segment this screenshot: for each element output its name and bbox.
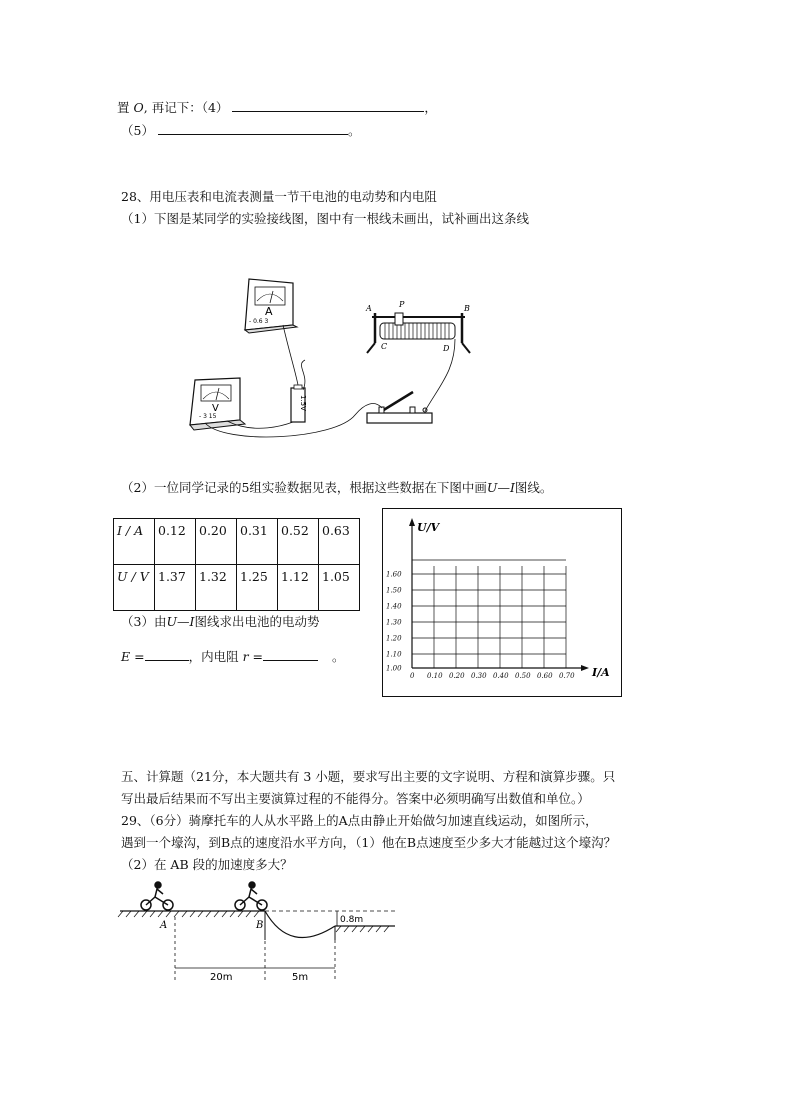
emf-blank[interactable] xyxy=(145,648,189,661)
point-b-label: B xyxy=(256,920,264,931)
x-tick-label: 0.10 xyxy=(427,672,443,680)
battery-label: 1.5V xyxy=(299,395,307,411)
x-tick-label: 0.70 xyxy=(559,672,575,680)
x-tick-label: 0.40 xyxy=(493,672,509,680)
table-cell: U / V xyxy=(114,565,155,611)
q28-answer-line: E = ，内电阻 r = 。 xyxy=(121,649,345,664)
q29-line-1: 29、（6分）骑摩托车的人从水平路上的A点由静止开始做匀加速直线运动，如图所示， xyxy=(121,813,598,828)
rheostat-label-a: A xyxy=(366,304,372,313)
table-cell: 0.12 xyxy=(155,519,196,565)
rheostat-label-c: C xyxy=(381,342,388,351)
table-cell: 0.63 xyxy=(319,519,360,565)
y-tick-label: 1.00 xyxy=(386,664,402,673)
y-tick-label: 1.30 xyxy=(386,618,402,627)
voltmeter-terminals: - 3 15 xyxy=(199,413,217,420)
voltmeter xyxy=(190,378,245,430)
table-cell: I / A xyxy=(114,519,155,565)
x-tick-label: 0 xyxy=(410,672,415,680)
point-a-label: A xyxy=(160,920,168,931)
ui-graph[interactable] xyxy=(382,508,622,697)
y-axis-label: U/V xyxy=(417,521,440,534)
rheostat-label-p: P xyxy=(399,300,405,309)
x-axis-label: I/A xyxy=(592,666,610,679)
table-cell: 1.25 xyxy=(237,565,278,611)
data-table xyxy=(113,518,360,611)
x-tick-label: 0.30 xyxy=(471,672,487,680)
ditch-figure xyxy=(115,880,415,990)
y-tick-label: 1.50 xyxy=(386,586,402,595)
q28-part1: （1）下图是某同学的实验接线图，图中有一根线未画出，试补画出这条线 xyxy=(121,211,529,226)
switch xyxy=(367,392,432,423)
table-cell: 0.31 xyxy=(237,519,278,565)
table-row xyxy=(114,565,360,611)
answer-blank-5[interactable] xyxy=(158,122,348,135)
y-tick-label: 1.60 xyxy=(386,570,402,579)
rheostat-label-d: D xyxy=(443,344,450,353)
q29-line-2: 遇到一个壕沟，到B点的速度沿水平方向，（1）他在B点速度至少多大才能越过这个壕沟？ xyxy=(121,835,617,850)
y-tick-label: 1.10 xyxy=(386,650,402,659)
answer-blank-4[interactable] xyxy=(232,99,424,112)
table-cell: 1.05 xyxy=(319,565,360,611)
table-cell: 1.37 xyxy=(155,565,196,611)
section5-heading-2: 写出最后结果而不写出主要演算过程的不能得分。答案中必须明确写出数值和单位。） xyxy=(121,791,590,806)
x-tick-label: 0.60 xyxy=(537,672,553,680)
section5-heading-1: 五、计算题（21分，本大题共有 3 小题，要求写出主要的文字说明、方程和演算步骤。只 xyxy=(121,769,616,784)
battery xyxy=(291,385,307,422)
voltmeter-symbol: V xyxy=(212,403,219,414)
table-cell: 0.20 xyxy=(196,519,237,565)
q28-part2: （2）一位同学记录的5组实验数据见表，根据这些数据在下图中画U—I图线。 xyxy=(121,480,553,495)
motorcycle-at-a xyxy=(141,882,173,910)
x-tick-label: 0.20 xyxy=(449,672,465,680)
rheostat xyxy=(365,300,470,353)
ammeter-terminals: - 0.6 3 xyxy=(249,318,269,325)
table-cell: 1.12 xyxy=(278,565,319,611)
q28-title: 28、用电压表和电流表测量一节干电池的电动势和内电阻 xyxy=(121,189,437,204)
circuit-diagram xyxy=(185,275,515,450)
distance-ab-label: 20m xyxy=(210,972,233,983)
distance-gap-label: 5m xyxy=(292,972,309,983)
table-cell: 1.32 xyxy=(196,565,237,611)
x-tick-label: 0.50 xyxy=(515,672,531,680)
q28-part3: （3）由U—I图线求出电池的电动势 xyxy=(121,614,320,629)
motorcycle-at-b xyxy=(235,882,267,910)
ammeter-symbol: A xyxy=(265,305,273,318)
height-label: 0.8m xyxy=(340,915,364,925)
y-tick-label: 1.40 xyxy=(386,602,402,611)
prev-line-1: 置 O, 再记下：（4） ， xyxy=(117,100,437,115)
prev-line-2: （5） 。 xyxy=(121,123,361,138)
y-tick-label: 1.20 xyxy=(386,634,402,643)
rheostat-label-b: B xyxy=(464,304,470,313)
resistance-blank[interactable] xyxy=(263,648,318,661)
ammeter xyxy=(245,279,297,333)
table-cell: 0.52 xyxy=(278,519,319,565)
table-row xyxy=(114,519,360,565)
q29-line-3: （2）在 AB 段的加速度多大？ xyxy=(121,857,293,872)
